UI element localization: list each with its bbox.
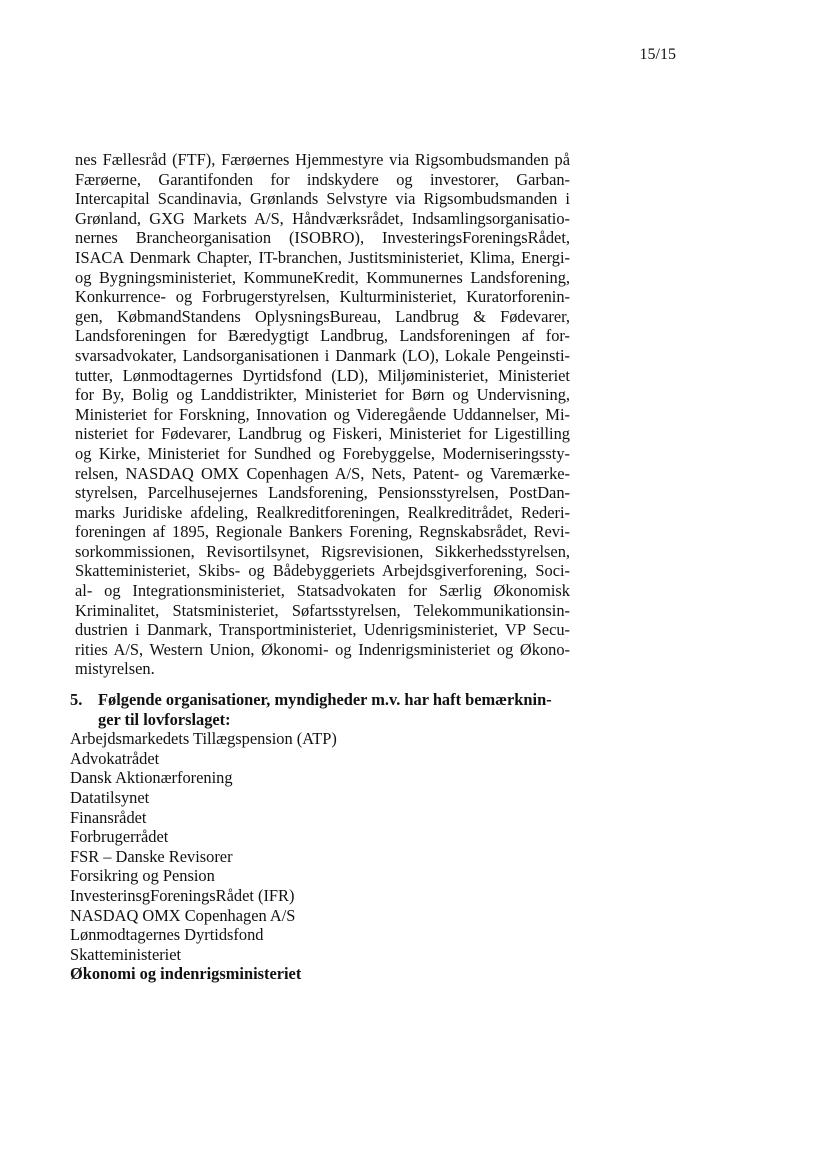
- organization-item: Lønmodtagernes Dyrtidsfond: [70, 925, 264, 945]
- paragraph-line: for By, Bolig og Landdistrikter, Ministeriet for Børn og Undervisning,: [75, 385, 570, 405]
- consultation-paragraph: [75, 150, 570, 679]
- section-number: 5.: [70, 690, 83, 709]
- paragraph-line: tutter, Lønmodtagernes Dyrtidsfond (LD), Miljøministeriet, Ministeriet: [75, 365, 570, 385]
- paragraph-line: styrelsen, Parcelhusejernes Landsforening, Pensionsstyrelsen, PostDan-: [75, 483, 570, 503]
- organization-item: Skatteministeriet: [70, 944, 182, 964]
- section-heading-line-1: 5. Følgende organisationer, myndigheder m.v. har haft bemærknin-: [70, 690, 552, 709]
- paragraph-line: foreningen af 1895, Regionale Bankers Forening, Regnskabsrådet, Revi-: [75, 522, 570, 542]
- paragraph-line: Grønland, GXG Markets A/S, Håndværksrådet, Indsamlingsorganisatio-: [75, 208, 570, 228]
- paragraph-line: gen, KøbmandStandens OplysningsBureau, Landbrug & Fødevarer,: [75, 306, 570, 326]
- section-heading-line-2: ger til lovforslaget:: [98, 709, 231, 729]
- paragraph-line: og Kirke, Ministeriet for Sundhed og Forebyggelse, Moderniseringssty-: [75, 443, 570, 463]
- paragraph-line: Intercapital Scandinavia, Grønlands Selvstyre via Rigsombudsmanden i: [75, 189, 570, 209]
- paragraph-line: sorkommissionen, Revisortilsynet, Rigsrevisionen, Sikkerhedsstyrelsen,: [75, 541, 570, 561]
- paragraph-line: ISACA Denmark Chapter, IT-branchen, Justitsministeriet, Klima, Energi-: [75, 247, 570, 267]
- section-heading: [70, 690, 580, 729]
- organization-item: Finansrådet: [70, 807, 147, 827]
- organization-item: Forbrugerrådet: [70, 827, 169, 847]
- paragraph-line: og Bygningsministeriet, KommuneKredit, Kommunernes Landsforening,: [75, 267, 570, 287]
- paragraph-line: relsen, NASDAQ OMX Copenhagen A/S, Nets, Patent- og Varemærke-: [75, 463, 570, 483]
- paragraph-line: svarsadvokater, Landsorganisationen i Danmark (LO), Lokale Pengeinsti-: [75, 345, 570, 365]
- paragraph-line: nisteriet for Fødevarer, Landbrug og Fiskeri, Ministeriet for Ligestilling: [75, 424, 570, 444]
- paragraph-line: Ministeriet for Forskning, Innovation og Videregående Uddannelser, Mi-: [75, 404, 570, 424]
- paragraph-line: nernes Brancheorganisation (ISOBRO), InvesteringsForeningsRådet,: [75, 228, 570, 248]
- paragraph-line: Skatteministeriet, Skibs- og Bådebyggeriets Arbejdsgiverforening, Soci-: [75, 561, 570, 581]
- organization-list: [70, 729, 580, 984]
- paragraph-line: nes Fællesråd (FTF), Færøernes Hjemmestyre via Rigsombudsmanden på: [75, 150, 570, 169]
- paragraph-line: Kriminalitet, Statsministeriet, Søfartsstyrelsen, Telekommunikationsin-: [75, 600, 570, 620]
- paragraph-line: marks Juridiske afdeling, Realkreditforeningen, Realkreditrådet, Rederi-: [75, 502, 570, 522]
- organization-item: Arbejdsmarkedets Tillægspension (ATP): [70, 729, 337, 749]
- paragraph-line: dustrien i Danmark, Transportministeriet, Udenrigsministeriet, VP Secu-: [75, 620, 570, 640]
- organization-item: NASDAQ OMX Copenhagen A/S: [70, 905, 296, 925]
- paragraph-line: rities A/S, Western Union, Økonomi- og Indenrigsministeriet og Økono-: [75, 639, 570, 659]
- paragraph-line: Landsforeningen for Bæredygtigt Landbrug, Landsforeningen af for-: [75, 326, 570, 346]
- organization-item: Forsikring og Pension: [70, 866, 215, 886]
- organization-item: Dansk Aktionærforening: [70, 768, 233, 788]
- organization-item: FSR – Danske Revisorer: [70, 846, 233, 866]
- paragraph-line: Konkurrence- og Forbrugerstyrelsen, Kulturministeriet, Kuratorforenin-: [75, 287, 570, 307]
- page-number: 15/15: [639, 46, 676, 63]
- paragraph-line: mistyrelsen.: [75, 659, 155, 679]
- paragraph-line: Færøerne, Garantifonden for indskydere og investorer, Garban-: [75, 169, 570, 189]
- organization-item: InvesterinsgForeningsRådet (IFR): [70, 885, 295, 905]
- paragraph-line: al- og Integrationsministeriet, Statsadvokaten for Særlig Økonomisk: [75, 581, 570, 601]
- section-5: [70, 690, 580, 984]
- organization-item: Økonomi og indenrigsministeriet: [70, 964, 302, 984]
- organization-item: Advokatrådet: [70, 748, 160, 768]
- organization-item: Datatilsynet: [70, 787, 150, 807]
